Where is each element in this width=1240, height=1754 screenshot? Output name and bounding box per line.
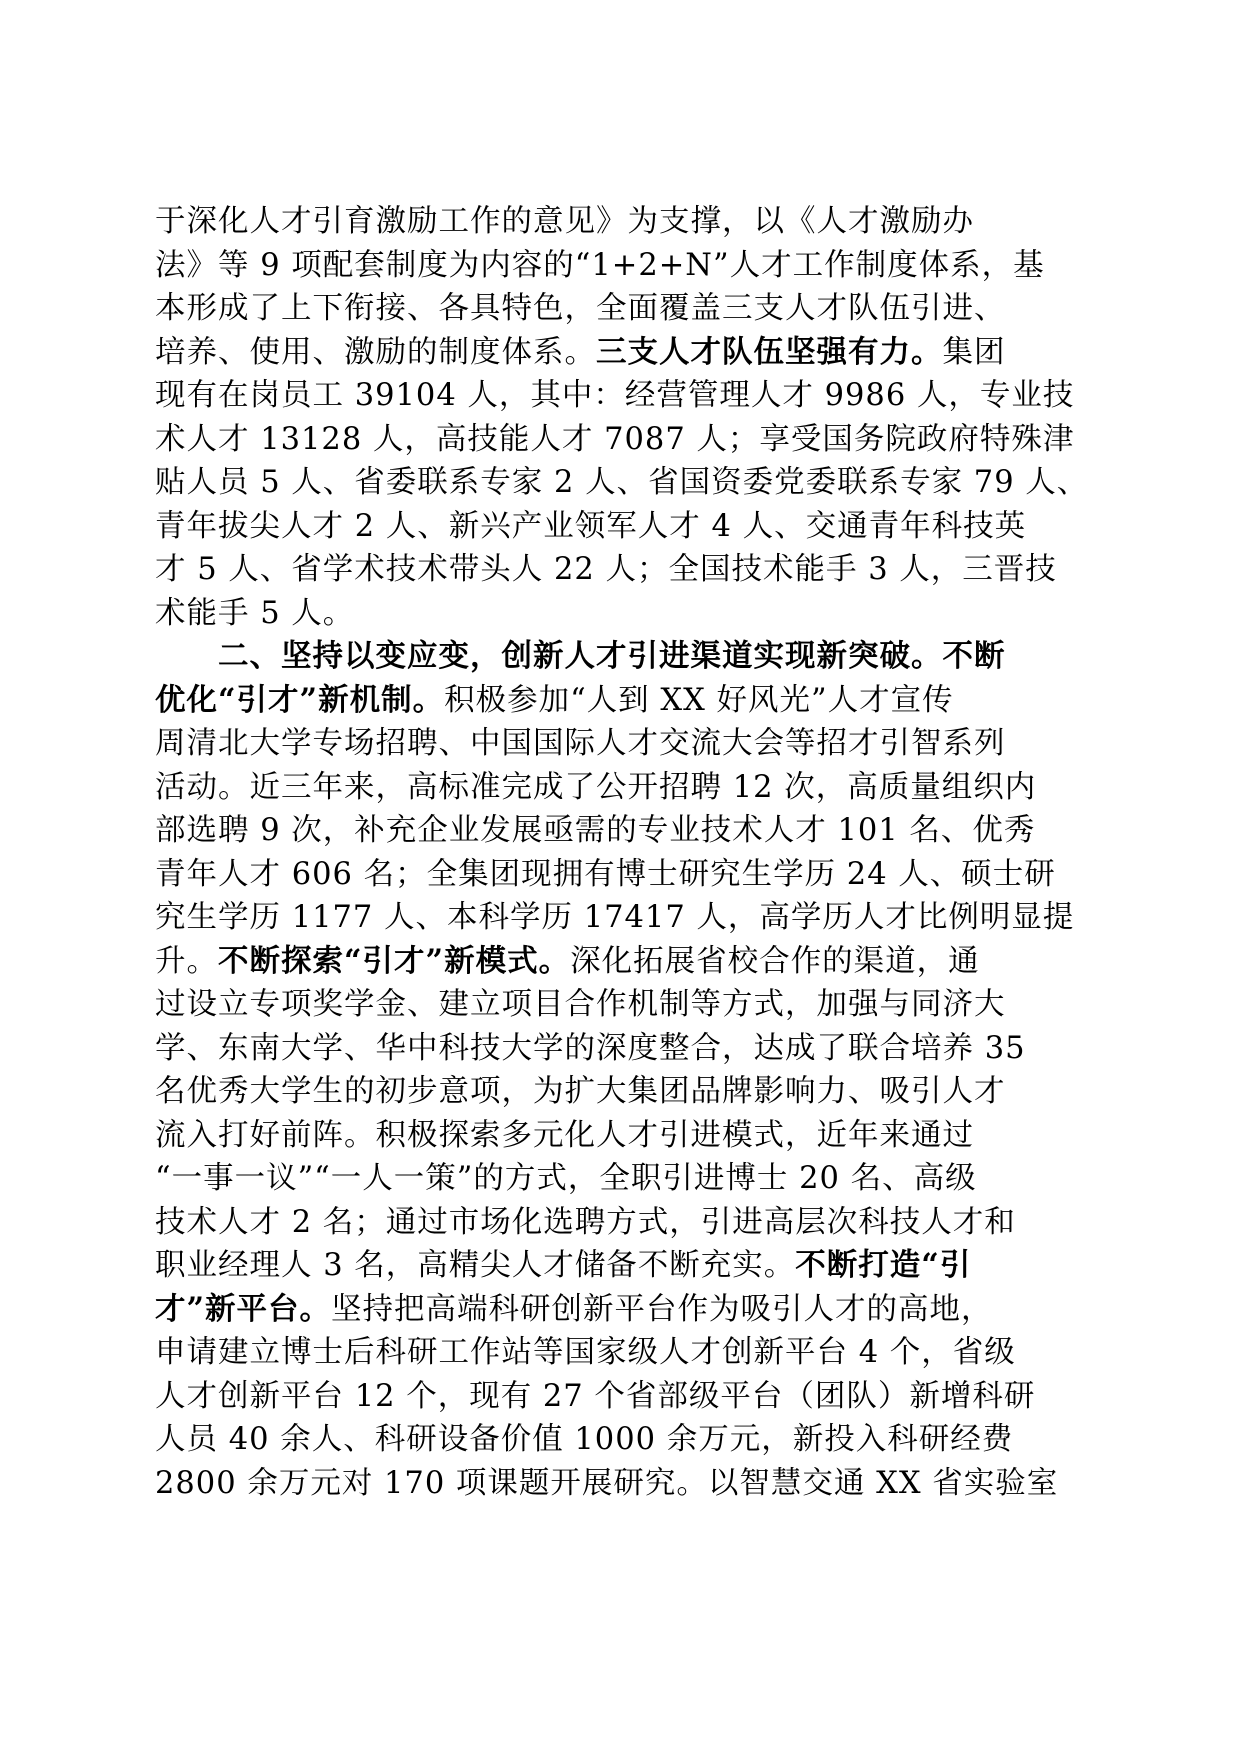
text-line: 人才创新平台 12 个，现有 27 个省部级平台（团队）新增科研 xyxy=(155,1378,1036,1414)
text-line: 申请建立博士后科研工作站等国家级人才创新平台 4 个，省级 xyxy=(155,1335,1016,1370)
text-line: 流入打好前阵。积极探索多元化人才引进模式，近年来通过 xyxy=(155,1117,974,1153)
bold-heading: 不断打造“引 xyxy=(795,1247,972,1283)
bold-heading: 才”新平台。 xyxy=(155,1290,332,1327)
text-line: 本形成了上下衔接、各具特色，全面覆盖三支人才队伍引进、 xyxy=(155,291,1006,326)
text-line: 周清北大学专场招聘、中国国际人才交流大会等招才引智系列 xyxy=(155,726,1006,761)
text-line: 培养、使用、激励的制度体系。三支人才队伍坚强有力。集团 xyxy=(155,333,1006,370)
text-line: 才”新平台。坚持把高端科研创新平台作为吸引人才的高地， xyxy=(155,1290,993,1327)
bold-heading: 二、坚持以变应变，创新人才引进渠道实现新突破。不断 xyxy=(155,638,1006,674)
text-line: 部选聘 9 次，补充企业发展亟需的专业技术人才 101 名、优秀 xyxy=(155,813,1036,848)
bold-heading: 三支人才队伍坚强有力。 xyxy=(596,333,943,370)
text-line: 才 5 人、省学术技术带头人 22 人；全国技术能手 3 人，三晋技 xyxy=(155,552,1057,587)
section-heading xyxy=(155,635,1085,679)
text-line: 于深化人才引育激励工作的意见》为支撑，以《人才激励办 xyxy=(155,204,974,239)
text-line: 过设立专项奖学金、建立项目合作机制等方式，加强与同济大 xyxy=(155,987,1006,1022)
text-line: 职业经理人 3 名，高精尖人才储备不断充实。不断打造“引 xyxy=(155,1247,972,1283)
bold-heading: 优化“引才”新机制。 xyxy=(155,681,445,718)
text-line: 人员 40 余人、科研设备价值 1000 余万元，新投入科研经费 xyxy=(155,1422,1014,1457)
text-line: 2800 余万元对 170 项课题开展研究。以智慧交通 XX 省实验室 xyxy=(155,1465,1059,1501)
bold-heading: 不断探索“引才”新模式。 xyxy=(218,942,571,979)
text-line: 现有在岗员工 39104 人，其中：经营管理人才 9986 人，专业技 xyxy=(155,378,1075,413)
text-line: 学、东南大学、华中科技大学的深度整合，达成了联合培养 35 xyxy=(155,1030,1026,1066)
text-line: 法》等 9 项配套制度为内容的“1+2+N”人才工作制度体系，基 xyxy=(155,247,1045,283)
text-line: “一事一议”“一人一策”的方式，全职引进博士 20 名、高级 xyxy=(155,1161,977,1196)
text-line: 青年人才 606 名；全集团现拥有博士研究生学历 24 人、硕士研 xyxy=(155,856,1056,892)
text-line: 贴人员 5 人、省委联系专家 2 人、省国资委党委联系专家 79 人、 xyxy=(155,465,1089,500)
document-page xyxy=(155,200,1089,1505)
text-line: 究生学历 1177 人、本科学历 17417 人，高学历人才比例明显提 xyxy=(155,900,1075,935)
text-line: 优化“引才”新机制。积极参加“人到 XX 好风光”人才宣传 xyxy=(155,681,954,718)
text-line: 技术人才 2 名；通过市场化选聘方式，引进高层次科技人才和 xyxy=(155,1204,1016,1240)
text-line: 升。不断探索“引才”新模式。深化拓展省校合作的渠道，通 xyxy=(155,942,980,979)
text-line: 术能手 5 人。 xyxy=(155,595,355,631)
text-line: 活动。近三年来，高标准完成了公开招聘 12 次，高质量组织内 xyxy=(155,769,1037,805)
text-line: 青年拔尖人才 2 人、新兴产业领军人才 4 人、交通青年科技英 xyxy=(155,508,1027,544)
text-line: 术人才 13128 人，高技能人才 7087 人；享受国务院政府特殊津 xyxy=(155,421,1075,457)
text-line: 名优秀大学生的初步意项，为扩大集团品牌影响力、吸引人才 xyxy=(155,1074,1006,1109)
